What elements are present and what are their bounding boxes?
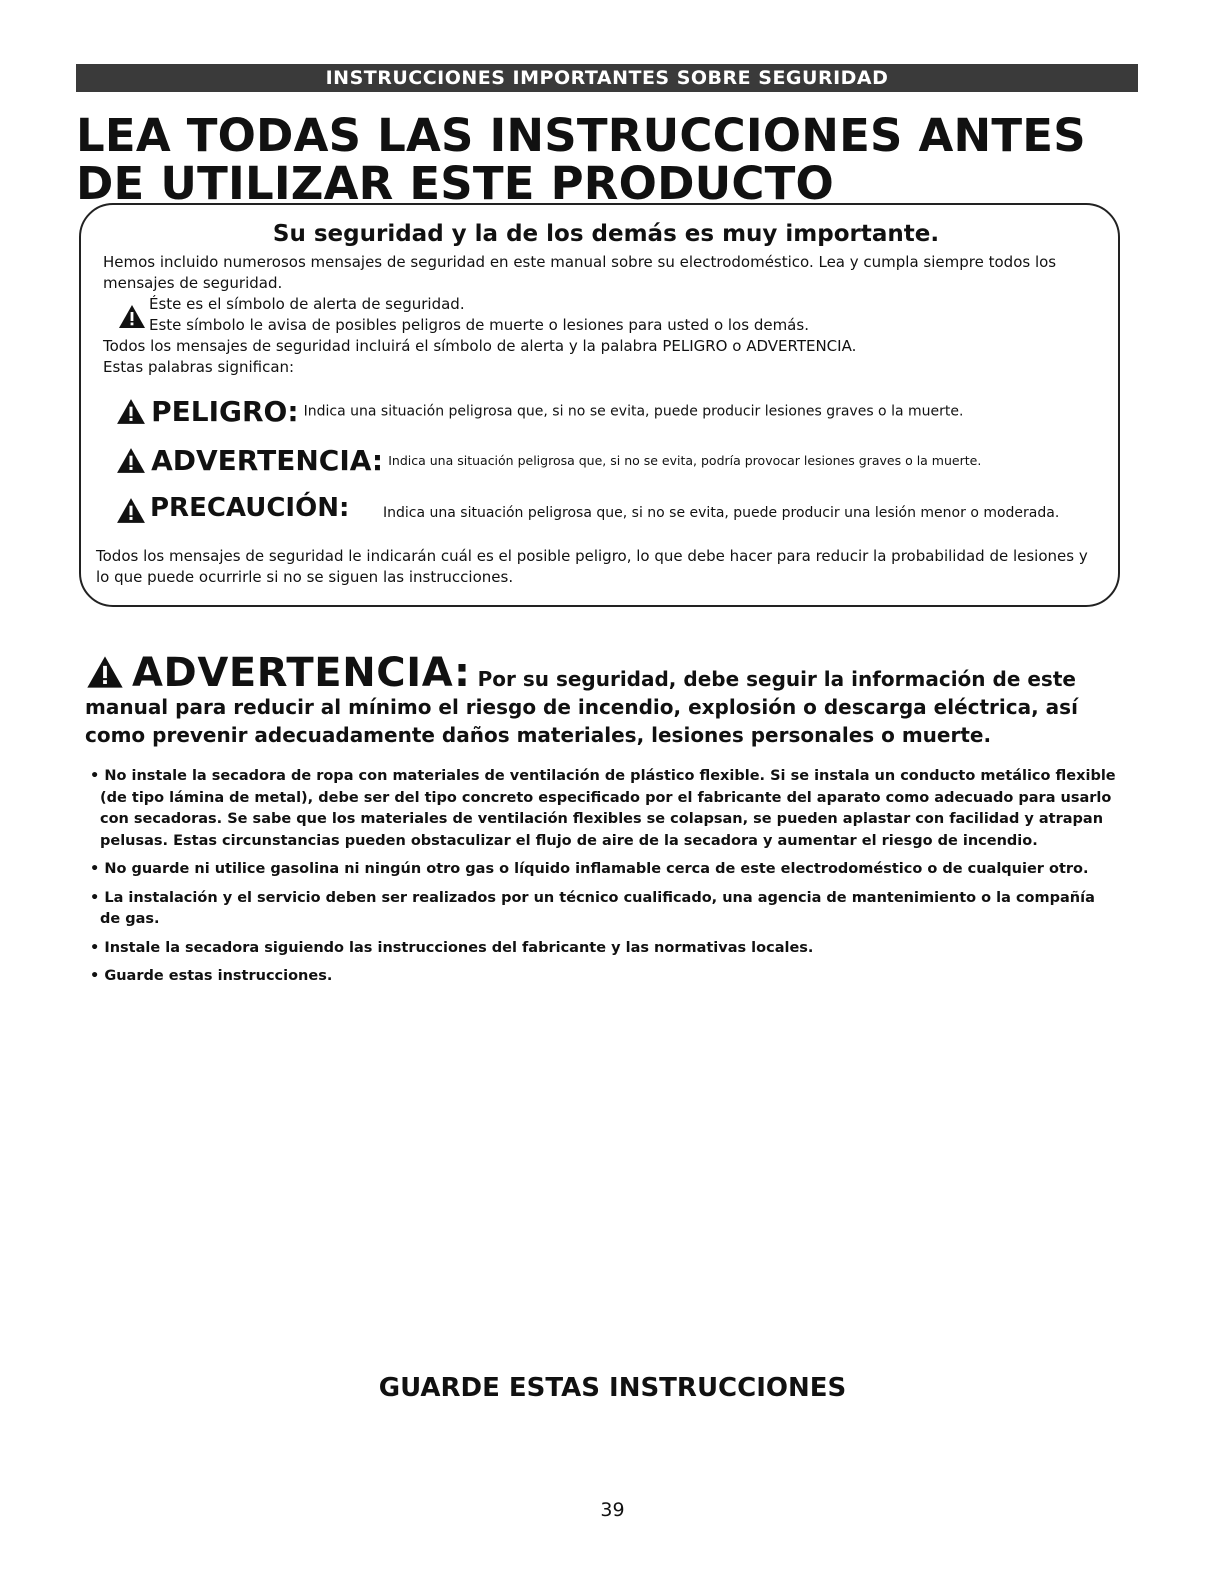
footer-title: GUARDE ESTAS INSTRUCCIONES — [378, 1373, 847, 1403]
list-item: • No guarde ni utilice gasolina ni ningún otro gas o líquido inflamable cerca de este electrodoméstico o de cualquier otro. — [90, 861, 1089, 877]
signal-row-peligro — [116, 395, 963, 428]
signal-desc-peligro: Indica una situación peligrosa que, si no se evita, puede producir lesiones graves o la muerte. — [303, 403, 964, 420]
page-number: 39 — [600, 1499, 625, 1521]
list-item: • Instale la secadora siguiendo las instrucciones del fabricante y las normativas locales. — [90, 939, 814, 956]
signal-word-advertencia: ADVERTENCIA: — [151, 444, 384, 477]
signal-desc-precaucion: Indica una situación peligrosa que, si no se evita, puede producir una lesión menor o moderada. — [383, 505, 1060, 521]
symbol-line-2: Este símbolo le avisa de posibles peligros de muerte o lesiones para usted o los demás. — [149, 316, 809, 334]
list-item: • Guarde estas instrucciones. — [90, 968, 333, 984]
signal-word-peligro: PELIGRO: — [151, 395, 299, 428]
warning-triangle-icon — [85, 655, 125, 689]
header-banner: INSTRUCCIONES IMPORTANTES SOBRE SEGURIDAD — [76, 64, 1138, 92]
words-mean-text: Estas palabras significan: — [103, 358, 295, 376]
safety-intro: Hemos incluido numerosos mensajes de seguridad en este manual sobre su electrodoméstico. Lea y cumpla siempre todos los mensajes de seguridad. — [103, 253, 1057, 292]
signal-word-precaucion: PRECAUCIÓN: — [150, 493, 350, 523]
safety-box-heading: Su seguridad y la de los demás es muy importante. — [272, 221, 940, 247]
warning-triangle-icon — [116, 447, 146, 474]
list-item: • La instalación y el servicio deben ser realizados por un técnico cualificado, una agencia de mantenimiento o la compañía de gas. — [90, 889, 1095, 927]
warning-triangle-icon — [118, 304, 146, 329]
symbol-line-1: Éste es el símbolo de alerta de seguridad. — [149, 295, 465, 313]
page-title: LEA TODAS LAS INSTRUCCIONES ANTES DE UTILIZAR ESTE PRODUCTO — [76, 109, 1086, 210]
warning-triangle-icon — [116, 497, 146, 524]
warning-triangle-icon — [116, 398, 146, 425]
list-item: • No instale la secadora de ropa con materiales de ventilación de plástico flexible. Si se instala un conducto metálico flexible (de tipo lámina de metal), debe ser del tipo concreto especificado por el fabricante del aparato como adecuado para usarlo con secadoras. Se sabe que los materiales de ventilación flexibles se colapsan, se pueden aplastar con facilidad y atrapan pelusas. Estas circunstancias pueden obstaculizar el flujo de aire de la secadora y aumentar el riesgo de incendio. — [90, 768, 1116, 849]
main-warning-text: Por su seguridad, debe seguir la información de este manual para reducir al mínimo el riesgo de incendio, explosión o descarga eléctrica, así como prevenir adecuadamente daños materiales, lesiones personales o muerte. — [85, 667, 1078, 747]
signal-row-advertencia — [116, 444, 981, 477]
signal-desc-advertencia: Indica una situación peligrosa que, si no se evita, podría provocar lesiones graves o la muerte. — [388, 453, 982, 468]
safety-bullet-list — [86, 766, 1116, 995]
safety-closing: Todos los mensajes de seguridad le indicarán cuál es el posible peligro, lo que debe hacer para reducir la probabilidad de lesiones y lo que puede ocurrirle si no se siguen las instrucciones. — [96, 547, 1088, 586]
main-warning-word: ADVERTENCIA: — [131, 650, 471, 696]
all-messages-text: Todos los mensajes de seguridad incluirá el símbolo de alerta y la palabra PELIGRO o ADVERTENCIA. — [103, 337, 857, 355]
main-warning — [85, 650, 1125, 749]
